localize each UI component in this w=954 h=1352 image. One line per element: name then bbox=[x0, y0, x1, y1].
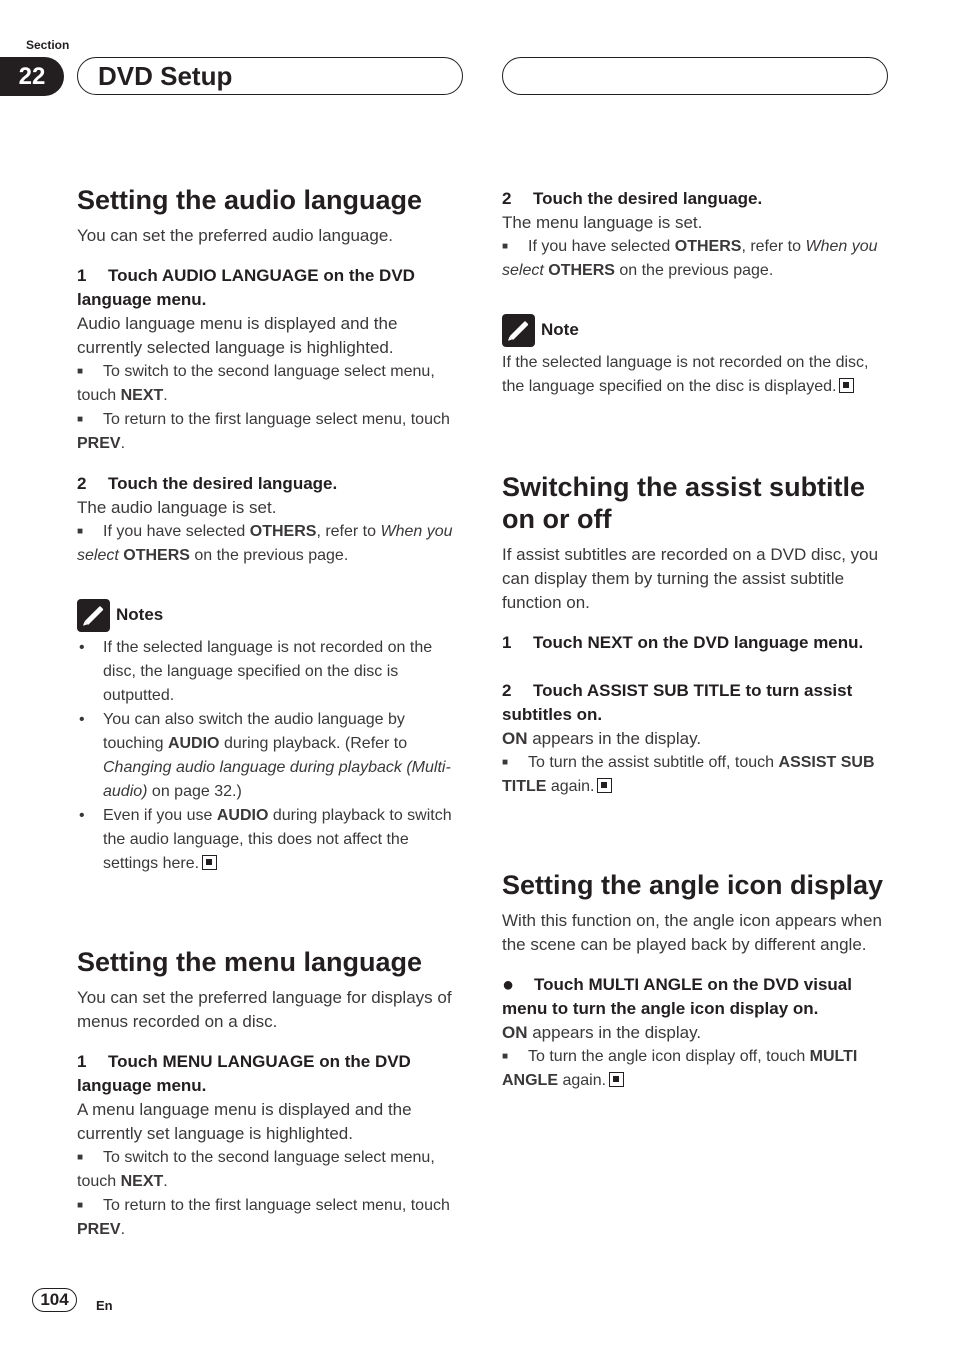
note-label: Note bbox=[541, 320, 579, 339]
square-bullet-icon: ■ bbox=[502, 757, 509, 768]
section-label: Section bbox=[26, 38, 70, 52]
square-bullet-icon: ■ bbox=[502, 1051, 509, 1062]
audio-step-1-desc: Audio language menu is displayed and the currently selected language is highlighted. bbox=[77, 314, 398, 357]
audio-bullet-prev: ■ To return to the first language select menu, touch PREV. bbox=[77, 408, 463, 456]
square-bullet-icon: ■ bbox=[502, 241, 509, 252]
end-mark-icon bbox=[609, 1072, 624, 1087]
right-column bbox=[502, 184, 888, 1093]
pencil-note-icon bbox=[502, 314, 535, 347]
section-title: DVD Setup bbox=[98, 61, 233, 91]
assist-step-1: 1 Touch NEXT on the DVD language menu. bbox=[502, 633, 864, 652]
menu-language-heading: Setting the menu language bbox=[77, 947, 423, 977]
menu-step-1: 1 Touch MENU LANGUAGE on the DVD language menu. bbox=[77, 1052, 411, 1095]
menu-note-header bbox=[502, 313, 888, 347]
square-bullet-icon: ■ bbox=[77, 1200, 84, 1211]
audio-step-2: 2 Touch the desired language. bbox=[77, 474, 338, 493]
menu-step-2: 2 Touch the desired language. bbox=[502, 189, 763, 208]
menu-note-text: If the selected language is not recorded on the disc, the language specified on the disc is displayed. bbox=[502, 354, 869, 395]
assist-step-2: 2 Touch ASSIST SUB TITLE to turn assist subtitles on. bbox=[502, 681, 853, 724]
audio-bullet-next: ■ To switch to the second language select menu, touch NEXT. bbox=[77, 360, 463, 408]
page-number: 104 bbox=[32, 1288, 77, 1312]
angle-step: ● Touch MULTI ANGLE on the DVD visual menu to turn the angle icon display on. bbox=[502, 974, 852, 1018]
assist-on-text: ON appears in the display. bbox=[502, 729, 702, 748]
menu-bullet-next: ■ To switch to the second language select menu, touch NEXT. bbox=[77, 1146, 463, 1194]
header-right-frame bbox=[502, 57, 888, 95]
assist-bullet-off: ■ To turn the assist subtitle off, touch ASSIST SUB TITLE again. bbox=[502, 751, 888, 799]
angle-bullet-off: ■ To turn the angle icon display off, touch MULTI ANGLE again. bbox=[502, 1045, 888, 1093]
menu-step-2-desc: The menu language is set. bbox=[502, 213, 703, 232]
audio-step-1: 1 Touch AUDIO LANGUAGE on the DVD language menu. bbox=[77, 266, 415, 309]
audio-intro: You can set the preferred audio language. bbox=[77, 226, 394, 245]
square-bullet-icon: ■ bbox=[77, 1152, 84, 1163]
menu-step-1-desc: A menu language menu is displayed and the currently set language is highlighted. bbox=[77, 1100, 412, 1143]
square-bullet-icon: ■ bbox=[77, 526, 84, 537]
menu-intro: You can set the preferred language for displays of menus recorded on a disc. bbox=[77, 988, 452, 1031]
assist-intro: If assist subtitles are recorded on a DVD disc, you can display them by turning the assist subtitle function on. bbox=[502, 545, 879, 612]
menu-bullet-prev: ■ To return to the first language select menu, touch PREV. bbox=[77, 1194, 463, 1242]
audio-notes-list bbox=[77, 636, 463, 876]
left-column bbox=[77, 184, 463, 1242]
language-code: En bbox=[96, 1298, 113, 1313]
audio-bullet-others: ■ If you have selected OTHERS, refer to When you select OTHERS on the previous page. bbox=[77, 520, 463, 568]
pencil-note-icon bbox=[77, 599, 110, 632]
end-mark-icon bbox=[202, 855, 217, 870]
list-item: • You can also switch the audio language by touching AUDIO during playback. (Refer to Changing audio language during playback (Multi-audio) on page 32.) bbox=[77, 708, 463, 804]
angle-intro: With this function on, the angle icon appears when the scene can be played back by different angle. bbox=[502, 911, 882, 954]
angle-on-text: ON appears in the display. bbox=[502, 1023, 702, 1042]
assist-subtitle-heading: Switching the assist subtitle on or off bbox=[502, 472, 866, 534]
end-mark-icon bbox=[839, 378, 854, 393]
audio-step-2-desc: The audio language is set. bbox=[77, 498, 277, 517]
angle-icon-heading: Setting the angle icon display bbox=[502, 870, 884, 900]
end-mark-icon bbox=[597, 778, 612, 793]
square-bullet-icon: ■ bbox=[77, 366, 84, 377]
list-item: • Even if you use AUDIO during playback to switch the audio language, this does not affect the settings here. bbox=[77, 804, 463, 876]
list-item: • If the selected language is not recorded on the disc, the language specified on the disc is outputted. bbox=[77, 636, 463, 708]
notes-label: Notes bbox=[116, 605, 164, 624]
section-number-badge: 22 bbox=[0, 57, 64, 96]
audio-notes-header bbox=[77, 598, 463, 632]
square-bullet-icon: ■ bbox=[77, 414, 84, 425]
dot-bullet-icon: ● bbox=[502, 974, 515, 996]
audio-language-heading: Setting the audio language bbox=[77, 185, 423, 215]
menu-bullet-others: ■ If you have selected OTHERS, refer to When you select OTHERS on the previous page. bbox=[502, 235, 888, 283]
